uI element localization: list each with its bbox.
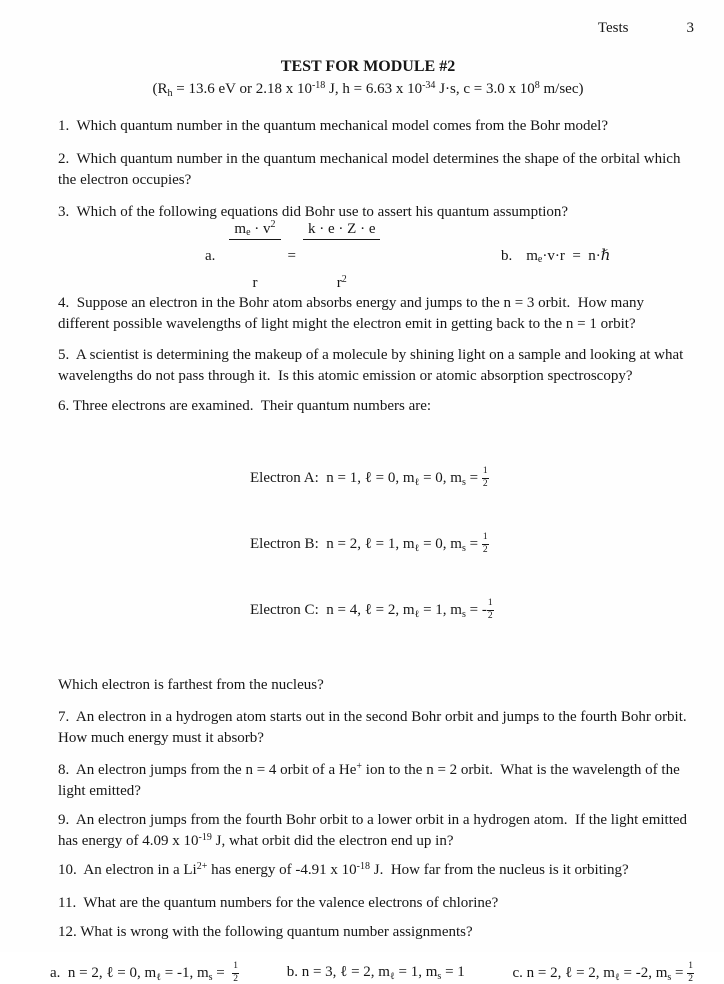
- question-12: 12. What is wrong with the following quantum number assignments?: [58, 924, 473, 941]
- electron-list: [250, 423, 698, 665]
- q12-option-a: a. n = 2, ℓ = 0, $m_\ell = -1$, $m_s$ = $\frac{1}{2}$: [50, 961, 238, 984]
- question-6: 6. Three electrons are examined. Their quantum numbers are:: [58, 398, 432, 414]
- question-3: 3. Which of the following equations did Bohr use to assert his quantum assumption?: [58, 204, 569, 220]
- equation-b: [478, 225, 610, 288]
- question-11: 11. What are the quantum numbers for the valence electrons of chlorine?: [58, 895, 499, 912]
- equation-b-label: b.: [500, 247, 513, 264]
- equation-a-label: a.: [205, 247, 216, 264]
- equation-a-equals-sign: =: [287, 247, 297, 264]
- q12-option-c: c. n = 2, ℓ = 2, $m_\ell = -2$, $m_s$ = $\frac{1}{2}$: [512, 961, 693, 984]
- header-page-number: 3: [686, 20, 694, 36]
- equation-b-body: $m_e\cdot v\cdot r$ = n·ℏ: [526, 247, 611, 266]
- constants-line: ($R_h = 13.6$ eV or 2.18 x $10^{-18}$ J, h = 6.63 x $10^{-34}$ J·s, c = 3.0 x $10^8$ m/sec): [152, 79, 584, 99]
- question-10: 10. An electron in a $Li^{2+}$ has energy of -4.91 x $10^{-18}$ J. How far from the nucleus is it orbiting?: [58, 860, 629, 879]
- question-1: 1. Which quantum number in the quantum mechanical model comes from the Bohr model?: [58, 118, 608, 134]
- page-header: [58, 20, 698, 36]
- question-8: 8. An electron jumps from the n = 4 orbit of a He+ ion to the n = 2 orbit. What is the wavelength of the light emitted?: [58, 760, 684, 800]
- q12-option-b: b. n = 3, ℓ = 2, $m_\ell = 1$, $m_s = 1$: [286, 964, 465, 983]
- document-title: TEST FOR MODULE #2: [280, 58, 456, 75]
- question-6-followup: Which electron is farthest from the nucleus?: [58, 677, 324, 694]
- electron-c-row: Electron C: n = 4, ℓ = 2, $m_\ell = 1$, $m_s$ = - $\frac{1}{2}$: [250, 598, 493, 621]
- question-2: 2. Which quantum number in the quantum mechanical model determines the shape of the orbital which the electron occupies?: [58, 151, 685, 188]
- question-3-equations: [205, 219, 698, 291]
- question-12-options: [50, 962, 694, 984]
- question-5: 5. A scientist is determining the makeup of a molecule by shining light on a sample and looking at what wavelengths do not pass through it. Is this atomic emission or atomic absorption spectroscopy?: [58, 347, 688, 384]
- electron-b-row: Electron B: n = 2, ℓ = 1, $m_\ell = 0$, $m_s$ = $\frac{1}{2}$: [250, 532, 488, 555]
- electron-a-row: Electron A: n = 1, ℓ = 0, $m_\ell = 0$, $m_s$ = $\frac{1}{2}$: [250, 466, 488, 489]
- header-section-label: Tests: [597, 20, 629, 36]
- equation-a-right-fraction: $\frac{k \cdot e \cdot Z \cdot e}{r^2}$: [303, 188, 380, 325]
- question-4: 4. Suppose an electron in the Bohr atom absorbs energy and jumps to the n = 3 orbit. How many different possible wavelengths of light might the electron emit in getting back to the n = 1 orbit?: [58, 295, 648, 332]
- question-7: 7. An electron in a hydrogen atom starts out in the second Bohr orbit and jumps to the fourth Bohr orbit. How much energy must it absorb?: [58, 709, 695, 747]
- equation-a-left-fraction: $\frac{m_e \cdot v^2}{r}$: [229, 188, 280, 325]
- question-9: 9. An electron jumps from the fourth Bohr orbit to a lower orbit in a hydrogen atom. If the light emitted has energy of 4.09 x $10^{-19}$ J, what orbit did the electron end up in?: [58, 812, 691, 850]
